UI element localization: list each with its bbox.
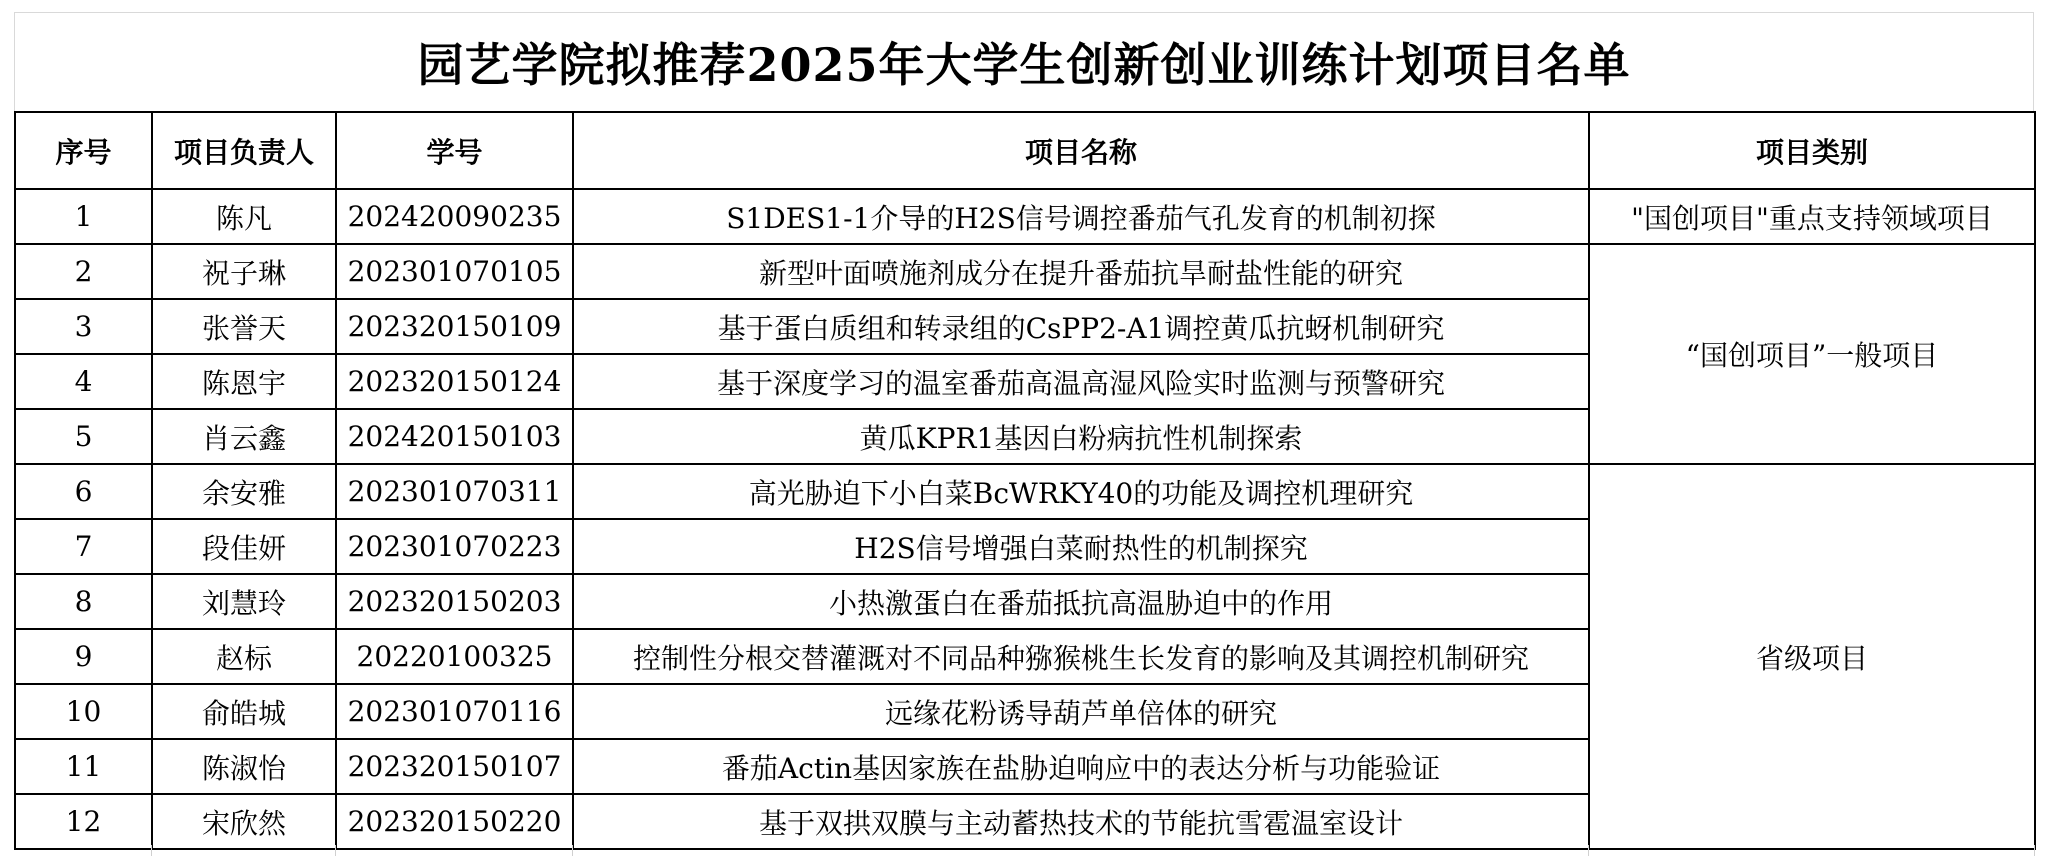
cell-project-name[interactable]: S1DES1-1介导的H2S信号调控番茄气孔发育的机制初探 — [573, 189, 1589, 244]
cell-category[interactable]: “国创项目”一般项目 — [1589, 244, 2035, 464]
cell-no[interactable]: 3 — [15, 299, 152, 354]
cell-leader[interactable]: 赵标 — [152, 629, 336, 684]
cell-student-id[interactable]: 202301070311 — [336, 464, 573, 519]
cell-project-name[interactable]: 基于双拱双膜与主动蓄热技术的节能抗雪雹温室设计 — [573, 794, 1589, 849]
cell-project-name[interactable]: 小热激蛋白在番茄抵抗高温胁迫中的作用 — [573, 574, 1589, 629]
cell-leader[interactable]: 张誉天 — [152, 299, 336, 354]
cell-leader[interactable]: 肖云鑫 — [152, 409, 336, 464]
cell-leader[interactable]: 陈淑怡 — [152, 739, 336, 794]
cell-category[interactable]: "国创项目"重点支持领域项目 — [1589, 189, 2035, 244]
cell-project-name[interactable]: 远缘花粉诱导葫芦单倍体的研究 — [573, 684, 1589, 739]
cell-no[interactable]: 10 — [15, 684, 152, 739]
header-leader: 项目负责人 — [152, 112, 336, 189]
grid-line — [572, 845, 573, 856]
cell-leader[interactable]: 余安雅 — [152, 464, 336, 519]
cell-leader[interactable]: 陈恩宇 — [152, 354, 336, 409]
grid-line — [335, 845, 336, 856]
cell-project-name[interactable]: 基于深度学习的温室番茄高温高湿风险实时监测与预警研究 — [573, 354, 1589, 409]
cell-project-name[interactable]: 新型叶面喷施剂成分在提升番茄抗旱耐盐性能的研究 — [573, 244, 1589, 299]
cell-leader[interactable]: 宋欣然 — [152, 794, 336, 849]
header-project-name: 项目名称 — [573, 112, 1589, 189]
project-table — [14, 111, 2036, 850]
cell-student-id[interactable]: 202301070105 — [336, 244, 573, 299]
table-row — [15, 244, 2035, 299]
grid-line — [2034, 845, 2035, 856]
cell-student-id[interactable]: 202320150109 — [336, 299, 573, 354]
cell-student-id[interactable]: 202301070223 — [336, 519, 573, 574]
cell-category[interactable]: 省级项目 — [1589, 464, 2035, 849]
cell-no[interactable]: 4 — [15, 354, 152, 409]
cell-student-id[interactable]: 202301070116 — [336, 684, 573, 739]
cell-student-id[interactable]: 202320150203 — [336, 574, 573, 629]
cell-student-id[interactable]: 202420150103 — [336, 409, 573, 464]
cell-student-id[interactable]: 202420090235 — [336, 189, 573, 244]
cell-student-id[interactable]: 20220100325 — [336, 629, 573, 684]
cell-student-id[interactable]: 202320150107 — [336, 739, 573, 794]
cell-project-name[interactable]: H2S信号增强白菜耐热性的机制探究 — [573, 519, 1589, 574]
cell-project-name[interactable]: 高光胁迫下小白菜BcWRKY40的功能及调控机理研究 — [573, 464, 1589, 519]
cell-no[interactable]: 8 — [15, 574, 152, 629]
cell-no[interactable]: 1 — [15, 189, 152, 244]
cell-no[interactable]: 9 — [15, 629, 152, 684]
cell-project-name[interactable]: 黄瓜KPR1基因白粉病抗性机制探索 — [573, 409, 1589, 464]
table-row — [15, 464, 2035, 519]
header-student-id: 学号 — [336, 112, 573, 189]
grid-line — [1588, 845, 1589, 856]
table-row — [15, 189, 2035, 244]
grid-line — [151, 845, 152, 856]
cell-leader[interactable]: 祝子琳 — [152, 244, 336, 299]
cell-leader[interactable]: 俞皓城 — [152, 684, 336, 739]
cell-no[interactable]: 11 — [15, 739, 152, 794]
cell-no[interactable]: 6 — [15, 464, 152, 519]
header-row — [15, 112, 2035, 189]
cell-student-id[interactable]: 202320150124 — [336, 354, 573, 409]
cell-no[interactable]: 5 — [15, 409, 152, 464]
header-no: 序号 — [15, 112, 152, 189]
cell-no[interactable]: 7 — [15, 519, 152, 574]
cell-leader[interactable]: 段佳妍 — [152, 519, 336, 574]
spreadsheet — [14, 12, 2034, 850]
cell-project-name[interactable]: 番茄Actin基因家族在盐胁迫响应中的表达分析与功能验证 — [573, 739, 1589, 794]
header-category: 项目类别 — [1589, 112, 2035, 189]
sheet-title: 园艺学院拟推荐2025年大学生创新创业训练计划项目名单 — [14, 12, 2034, 111]
cell-leader[interactable]: 刘慧玲 — [152, 574, 336, 629]
cell-student-id[interactable]: 202320150220 — [336, 794, 573, 849]
cell-no[interactable]: 12 — [15, 794, 152, 849]
cell-project-name[interactable]: 基于蛋白质组和转录组的CsPP2-A1调控黄瓜抗蚜机制研究 — [573, 299, 1589, 354]
cell-project-name[interactable]: 控制性分根交替灌溉对不同品种猕猴桃生长发育的影响及其调控机制研究 — [573, 629, 1589, 684]
cell-leader[interactable]: 陈凡 — [152, 189, 336, 244]
cell-no[interactable]: 2 — [15, 244, 152, 299]
